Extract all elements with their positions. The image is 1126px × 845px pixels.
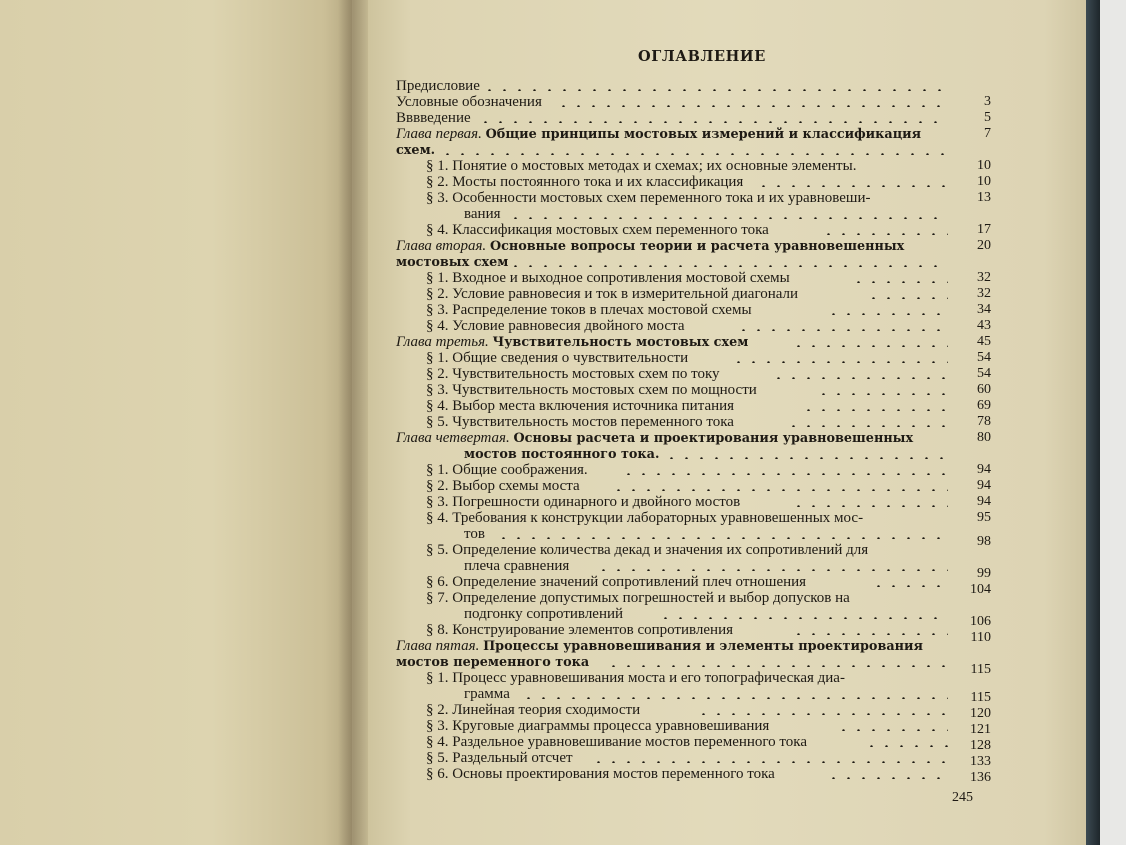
entry-text: § 3. Круговые диаграммы процесса уравновешивания [426,718,770,734]
toc-page-number: 32 [977,270,991,285]
toc-page-number: 106 [970,614,991,629]
entry-text: § 4. Классификация мостовых схем переменного тока [426,222,769,238]
toc-page-number: 78 [977,414,991,429]
toc-page-number: 43 [977,318,991,333]
toc-page-number: 115 [970,690,991,705]
entry-text: § 1. Понятие о мостовых методах и схемах; их основные элементы. [426,158,857,174]
dot-leader [664,457,948,459]
entry-text: § 2. Мосты постоянного тока и их классификация [426,174,744,190]
toc-entry [464,446,659,462]
toc-entry [396,78,480,94]
entry-text: § 2. Условие равновесия и ток в измерительной диагонали [426,286,799,302]
entry-text: § 8. Конструирование элементов сопротивления [426,622,733,638]
background [1100,0,1126,845]
entry-text: § 4. Выбор места включения источника питания [426,398,735,414]
toc-page-number: 10 [977,174,991,189]
toc-page-number: 5 [984,110,991,125]
dot-leader [440,153,948,155]
toc-page-number: 54 [977,350,991,365]
toc-page-number: 80 [977,430,991,445]
chapter-label: Глава первая. [396,126,486,142]
entry-text: § 4. Условие равновесия двойного моста [426,318,685,334]
toc-entry [396,254,508,270]
toc-page-number: 69 [977,398,991,413]
chapter-label: Глава третья. [396,334,493,350]
toc-page-number: 7 [984,126,991,141]
chapter-title: мостов переменного тока [396,655,590,670]
toc-page-number: 10 [977,158,991,173]
toc-page-number: 110 [970,630,991,645]
toc-page-number: 128 [970,738,991,753]
entry-text: § 2. Чувствительность мостовых схем по току [426,366,720,382]
toc-page-number: 94 [977,478,991,493]
toc-page-number: 121 [970,722,991,737]
toc-heading: ОГЛАВЛЕНИЕ [638,48,766,65]
chapter-title: мостов постоянного тока. [464,447,660,462]
entry-text: § 1. Процесс уравновешивания моста и его топографическая диа- [426,670,845,686]
toc-page-number: 136 [970,770,991,785]
dot-leader [508,217,948,219]
entry-text: вания [464,206,501,222]
toc-page-number: 95 [977,510,991,525]
toc-page-number: 20 [977,238,991,253]
entry-text: § 7. Определение допустимых погрешностей и выбор допусков на [426,590,850,606]
toc-page-number: 99 [977,566,991,581]
entry-text: подгонку сопротивлений [464,606,624,622]
chapter-title: схем. [396,143,436,158]
toc-page-number: 45 [977,334,991,349]
left-page [0,0,352,845]
entry-text: § 1. Общие сведения о чувствительности [426,350,689,366]
chapter-title: Чувствительность мостовых схем [492,335,749,350]
entry-text: § 6. Основы проектирования мостов переменного тока [426,766,775,782]
entry-text: § 5. Определение количества декад и значения их сопротивлений для [426,542,869,558]
toc-page-number: 94 [977,462,991,477]
entry-text: Предисловие [396,78,480,94]
chapter-title: Основные вопросы теории и расчета уравновешенных [489,239,905,254]
toc-page-number: 133 [970,754,991,769]
entry-text: § 2. Линейная теория сходимости [426,702,641,718]
entry-text: § 1. Общие соображения. [426,462,588,478]
toc-page-number: 120 [970,706,991,721]
entry-text: § 4. Раздельное уравновешивание мостов переменного тока [426,734,808,750]
entry-text: Условные обозначения [396,94,542,110]
toc-page-number: 17 [977,222,991,237]
toc-page-number: 54 [977,366,991,381]
entry-text: тов [464,526,485,542]
toc-page-number: 13 [977,190,991,205]
chapter-label: Глава четвертая. [396,430,514,446]
toc-page-number: 98 [977,534,991,549]
entry-text: плеча сравнения [464,558,570,574]
entry-text: § 1. Входное и выходное сопротивления мостовой схемы [426,270,790,286]
entry-text: § 3. Чувствительность мостовых схем по мощности [426,382,757,398]
toc-page-number: 94 [977,494,991,509]
entry-text: грамма [464,686,510,702]
book-cover-edge [1086,0,1100,845]
entry-text: § 2. Выбор схемы моста [426,478,580,494]
chapter-label: Глава пятая. [396,638,484,654]
entry-text: § 5. Чувствительность мостов переменного тока [426,414,734,430]
entry-text: § 3. Особенности мостовых схем переменного тока и их уравновеши- [426,190,871,206]
entry-text: § 3. Распределение токов в плечах мостовой схемы [426,302,752,318]
toc-page-number: 3 [984,94,991,109]
chapter-title: Общие принципы мостовых измерений и классификация [485,127,922,142]
page-folio: 245 [952,790,973,805]
chapter-title: мостовых схем [396,255,509,270]
entry-text: § 3. Погрешности одинарного и двойного мостов [426,494,741,510]
toc-page-number: 104 [970,582,991,597]
dot-leader [508,265,948,267]
chapter-title: Основы расчета и проектирования уравновешенных [513,431,914,446]
toc-page-number: 115 [970,662,991,677]
entry-text: Вввведение [396,110,471,126]
toc-page-number: 60 [977,382,991,397]
entry-text: § 5. Раздельный отсчет [426,750,573,766]
dot-leader [482,89,948,91]
toc-page-number: 32 [977,286,991,301]
toc-page-number: 34 [977,302,991,317]
chapter-title: Процессы уравновешивания и элементы проектирования [483,639,923,654]
entry-text: § 4. Требования к конструкции лабораторных уравновешенных мос- [426,510,864,526]
book-gutter [338,0,368,845]
toc-entry [396,142,435,158]
entry-text: § 6. Определение значений сопротивлений плеч отношения [426,574,807,590]
chapter-label: Глава вторая. [396,238,490,254]
table-of-contents [396,0,991,845]
toc-entry [464,206,501,222]
